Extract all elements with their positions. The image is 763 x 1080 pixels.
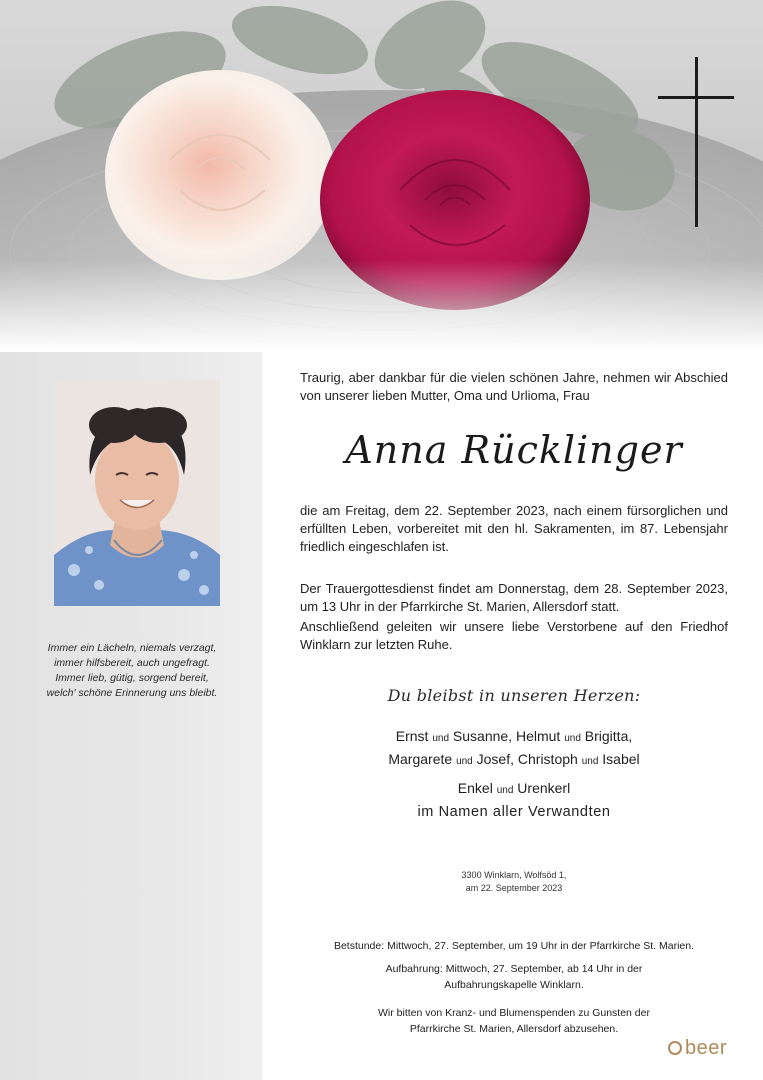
address-block (300, 869, 728, 895)
burial-text: Anschließend geleiten wir unsere liebe Verstorbene auf den Friedhof Winklarn zur letzten Ruhe. (300, 619, 728, 652)
viewing-info (300, 961, 728, 993)
header-image (0, 0, 763, 352)
prayer-info: Betstunde: Mittwoch, 27. September, um 19 Uhr in der Pfarrkirche St. Marien. (333, 940, 695, 952)
poem-line: welch' schöne Erinnerung uns bleibt. (46, 687, 218, 699)
mourners-row: Margarete und Josef, Christoph und Isabel (388, 751, 640, 767)
donation-line: Pfarrkirche St. Marien, Allersdorf abzusehen. (409, 1023, 619, 1035)
motto: Du bleibst in unseren Herzen: (387, 686, 641, 705)
mourners-row: Ernst und Susanne, Helmut und Brigitta, (395, 728, 633, 744)
mourners-row: Enkel und Urenkerl (457, 780, 571, 796)
logo-text: beer (685, 1037, 728, 1059)
logo-mark-icon (668, 1041, 682, 1055)
intro-text: Traurig, aber dankbar für die vielen schönen Jahre, nehmen wir Abschied von unserer lieben Mutter, Oma und Urlioma, Frau (300, 370, 728, 403)
deceased-name: Anna Rücklinger (345, 428, 683, 472)
address-line: 3300 Winklarn, Wolfsöd 1, (461, 870, 567, 880)
mourners-list (300, 726, 728, 801)
poem-line: Immer lieb, gütig, sorgend bereit, (55, 672, 209, 684)
poem-line: immer hilfsbereit, auch ungefragt. (54, 657, 210, 669)
relatives-line: im Namen aller Verwandten (417, 804, 611, 820)
brand-logo (668, 1037, 727, 1060)
portrait-photo (54, 380, 220, 606)
memorial-poem (20, 641, 244, 701)
address-date: am 22. September 2023 (465, 883, 563, 893)
death-announcement: die am Freitag, dem 22. September 2023, nach einem fürsorglichen und erfüllten Leben, vorbereitet mit den hl. Sakramenten, im 87. Lebensjahr friedlich eingeschlafen ist. (300, 503, 728, 554)
donation-info (300, 1005, 728, 1037)
funeral-service-text: Der Trauergottesdienst findet am Donnerstag, dem 28. September 2023, um 13 Uhr in der Pfarrkirche St. Marien, Allersdorf statt. (300, 581, 728, 614)
cross-icon (0, 0, 763, 352)
poem-line: Immer ein Lächeln, niemals verzagt, (47, 642, 217, 654)
viewing-line: Aufbahrungskapelle Winklarn. (444, 979, 584, 991)
viewing-line: Aufbahrung: Mittwoch, 27. September, ab 14 Uhr in der (385, 963, 643, 975)
donation-line: Wir bitten von Kranz- und Blumenspenden zu Gunsten der (378, 1007, 650, 1019)
